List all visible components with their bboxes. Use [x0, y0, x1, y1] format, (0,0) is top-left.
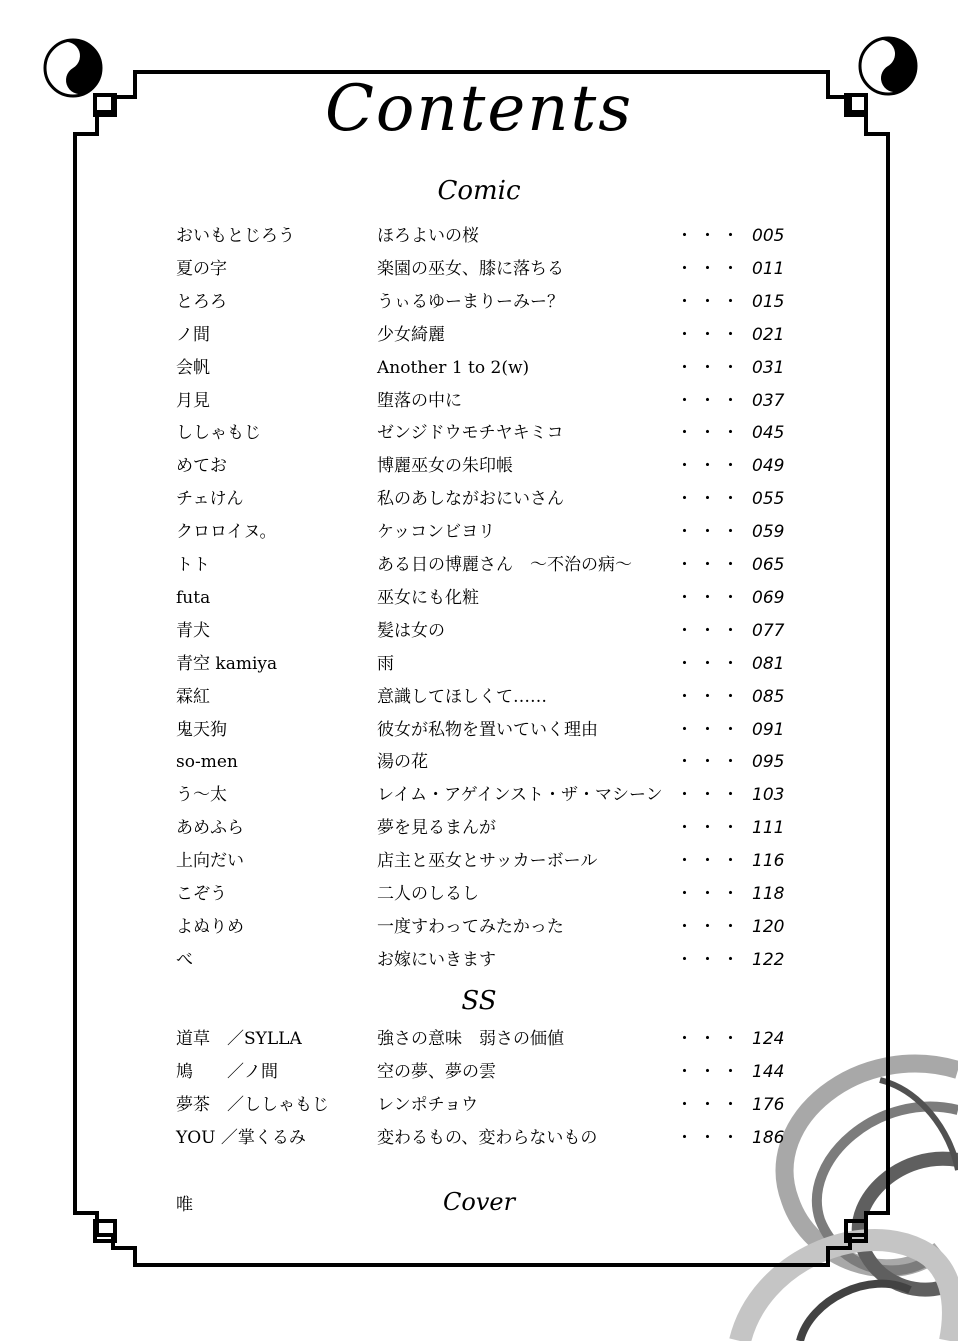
entry-page-number: 077	[752, 620, 785, 641]
cover-label: Cover	[443, 1188, 516, 1216]
entry-title: 店主と巫女とサッカーボール	[377, 851, 598, 872]
entry-page-number: 186	[752, 1128, 785, 1148]
entry-title: お嫁にいきます	[377, 949, 496, 970]
entry-author: 夢茶 ／ししゃもじ	[176, 1095, 329, 1115]
entry-author: 鬼天狗	[176, 719, 227, 740]
entry-leader: ・・・	[676, 884, 745, 904]
entry-title: ゼンジドウモチヤキミコ	[377, 423, 564, 444]
entry-page-number: 005	[752, 226, 785, 246]
entry-leader: ・・・	[676, 785, 745, 806]
toc-entry	[0, 948, 958, 981]
entry-title: 意識してほしくて……	[377, 686, 547, 707]
entry-page-number: 011	[752, 258, 785, 279]
entry-page-number: 055	[752, 489, 785, 510]
entry-author: よぬりめ	[176, 916, 244, 937]
toc-entry	[0, 454, 958, 487]
entry-leader: ・・・	[676, 390, 745, 411]
toc-entry	[0, 487, 958, 520]
entry-leader: ・・・	[676, 489, 745, 510]
entry-author: futa	[176, 587, 211, 608]
entry-author: クロロイヌ。	[176, 522, 277, 543]
entry-author: YOU ／掌くるみ	[176, 1128, 306, 1148]
entry-author: めてお	[176, 456, 227, 477]
entry-title: 湯の花	[377, 752, 428, 773]
toc-entry	[0, 290, 958, 323]
entry-author: ししゃもじ	[176, 423, 261, 444]
entry-author: 月見	[176, 390, 210, 411]
entry-title: 髪は女の	[377, 620, 445, 641]
entry-author: 夏の字	[176, 258, 227, 279]
toc-entry	[0, 1126, 958, 1159]
entry-page-number: 015	[752, 291, 785, 312]
entry-title: 夢を見るまんが	[377, 818, 496, 839]
entry-author: 青空 kamiya	[176, 653, 278, 674]
entry-page-number: 081	[752, 653, 785, 674]
entry-leader: ・・・	[676, 686, 745, 707]
toc-entry	[0, 750, 958, 783]
entry-page-number: 021	[752, 324, 785, 345]
toc-entry	[0, 915, 958, 948]
toc-entry	[0, 257, 958, 290]
toc-entry	[0, 718, 958, 751]
entry-leader: ・・・	[676, 818, 745, 839]
entry-leader: ・・・	[676, 949, 745, 970]
section-heading-comic: Comic	[437, 176, 521, 206]
entry-title: 雨	[377, 653, 394, 674]
entry-page-number: 111	[752, 818, 785, 839]
entry-author: 鳩 ／ノ間	[176, 1062, 278, 1082]
entry-author: 会帆	[176, 357, 210, 378]
entry-title: 博麗巫女の朱印帳	[377, 456, 513, 477]
entry-page-number: 085	[752, 686, 785, 707]
entry-title: 巫女にも化粧	[377, 587, 479, 608]
toc-entry	[0, 816, 958, 849]
toc-entry	[0, 685, 958, 718]
toc-entry	[0, 356, 958, 389]
entry-author: おいもとじろう	[176, 226, 295, 246]
toc-entry	[0, 783, 958, 816]
entry-leader: ・・・	[676, 1062, 745, 1082]
toc-entry	[0, 1027, 958, 1060]
entry-leader: ・・・	[676, 653, 745, 674]
entry-title: 二人のしるし	[377, 884, 479, 904]
entry-page-number: 059	[752, 522, 785, 543]
entry-title: 私のあしながおにいさん	[377, 489, 564, 510]
entry-author: チェけん	[176, 489, 244, 510]
cover-author: 唯	[176, 1195, 193, 1215]
entry-page-number: 045	[752, 423, 785, 444]
toc-entry	[0, 619, 958, 652]
entry-author: あめふら	[176, 818, 244, 839]
entry-title: レイム・アゲインスト・ザ・マシーン	[377, 785, 663, 806]
entry-title: 空の夢、夢の雲	[377, 1062, 496, 1082]
toc-entry	[0, 652, 958, 685]
entry-leader: ・・・	[676, 456, 745, 477]
toc-entry	[0, 1093, 958, 1126]
entry-title: ケッコンビヨリ	[377, 522, 496, 543]
entry-leader: ・・・	[676, 291, 745, 312]
section-heading-ss: SS	[461, 986, 497, 1016]
entry-leader: ・・・	[676, 916, 745, 937]
entry-title: 少女綺麗	[377, 324, 445, 345]
entry-leader: ・・・	[676, 258, 745, 279]
toc-entry	[0, 553, 958, 586]
entry-page-number: 091	[752, 719, 785, 740]
entry-title: ある日の博麗さん ～不治の病～	[377, 555, 632, 575]
entry-leader: ・・・	[676, 555, 745, 575]
entry-page-number: 176	[752, 1095, 785, 1115]
entry-author: 霖紅	[176, 686, 210, 707]
entry-title: レンポチョウ	[377, 1095, 479, 1115]
entry-page-number: 120	[752, 916, 785, 937]
entry-title: 彼女が私物を置いていく理由	[377, 719, 598, 740]
entry-leader: ・・・	[676, 587, 745, 608]
entry-leader: ・・・	[676, 851, 745, 872]
toc-entry	[0, 849, 958, 882]
entry-page-number: 065	[752, 555, 785, 575]
entry-leader: ・・・	[676, 226, 745, 246]
entry-author: so-men	[176, 752, 238, 773]
entry-author: トト	[176, 555, 210, 575]
entry-leader: ・・・	[676, 1029, 745, 1049]
entry-author: う～太	[176, 785, 227, 806]
entry-page-number: 116	[752, 851, 785, 872]
entry-leader: ・・・	[676, 1128, 745, 1148]
toc-entry	[0, 389, 958, 422]
entry-leader: ・・・	[676, 357, 745, 378]
entry-page-number: 118	[752, 884, 785, 904]
entry-author: こぞう	[176, 884, 227, 904]
toc-entry	[0, 323, 958, 356]
toc-entry	[0, 586, 958, 619]
entry-author: 上向だい	[176, 851, 244, 872]
entry-page-number: 124	[752, 1029, 785, 1049]
entry-page-number: 095	[752, 752, 785, 773]
entry-leader: ・・・	[676, 752, 745, 773]
entry-author: ノ間	[176, 324, 210, 345]
entry-leader: ・・・	[676, 719, 745, 740]
entry-page-number: 144	[752, 1062, 785, 1082]
toc-entry	[0, 882, 958, 915]
toc-entry	[0, 520, 958, 553]
entry-page-number: 069	[752, 587, 785, 608]
entry-page-number: 037	[752, 390, 785, 411]
entry-title: 一度すわってみたかった	[377, 916, 564, 937]
entry-title: 強さの意味 弱さの価値	[377, 1029, 564, 1049]
entry-page-number: 122	[752, 949, 785, 970]
entry-leader: ・・・	[676, 620, 745, 641]
entry-leader: ・・・	[676, 522, 745, 543]
entry-leader: ・・・	[676, 423, 745, 444]
toc-entry	[0, 421, 958, 454]
entry-title: うぃるゆーまりーみー？	[377, 291, 564, 312]
entry-page-number: 049	[752, 456, 785, 477]
entry-author: 道草 ／SYLLA	[176, 1029, 302, 1049]
toc-entry	[0, 1060, 958, 1093]
entry-title: Another 1 to 2(w)	[377, 357, 530, 378]
entry-title: 楽園の巫女、膝に落ちる	[377, 258, 564, 279]
entry-page-number: 103	[752, 785, 785, 806]
entry-page-number: 031	[752, 357, 785, 378]
entry-author: とろろ	[176, 291, 227, 312]
entry-author: 青犬	[176, 620, 210, 641]
entry-title: 堕落の中に	[377, 390, 462, 411]
entry-title: ほろよいの桜	[377, 226, 479, 246]
entry-leader: ・・・	[676, 1095, 745, 1115]
entry-author: べ	[176, 949, 193, 970]
toc-entry	[0, 224, 958, 257]
entry-title: 変わるもの、変わらないもの	[377, 1128, 598, 1148]
entry-leader: ・・・	[676, 324, 745, 345]
page-title: Contents	[324, 72, 634, 146]
